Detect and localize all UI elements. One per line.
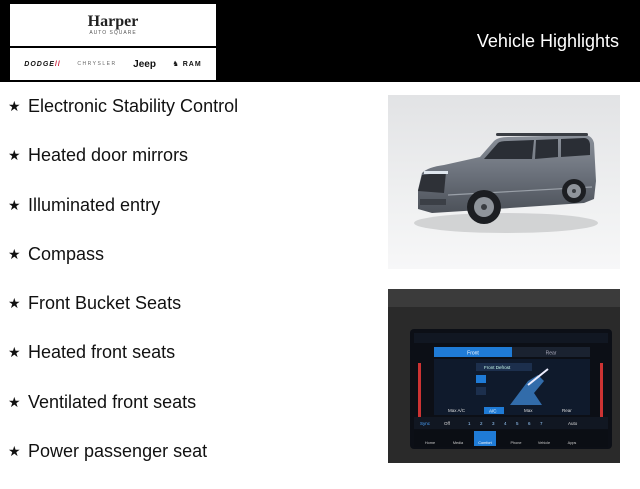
fan-level: 4 bbox=[504, 421, 507, 426]
front-defrost-label: Front Defrost bbox=[484, 365, 511, 370]
nav-phone: Phone bbox=[510, 441, 522, 445]
nav-media: Media bbox=[452, 441, 464, 445]
feature-label: Heated door mirrors bbox=[28, 145, 189, 166]
star-icon: ★ bbox=[8, 344, 21, 361]
feature-item bbox=[8, 243, 238, 292]
max-label: Max bbox=[524, 408, 533, 413]
feature-item bbox=[8, 194, 238, 243]
star-icon: ★ bbox=[8, 295, 21, 312]
dealer-name: Harper bbox=[87, 13, 139, 30]
fan-level: 1 bbox=[468, 421, 471, 426]
ac-label: A/C bbox=[489, 408, 497, 414]
star-icon: ★ bbox=[8, 147, 21, 164]
sync-label: Sync bbox=[420, 421, 431, 426]
jeep-logo: Jeep bbox=[133, 58, 156, 70]
feature-item bbox=[8, 440, 238, 489]
feature-label: Heated front seats bbox=[28, 342, 176, 363]
fan-level: 6 bbox=[528, 421, 531, 426]
feature-item bbox=[8, 144, 238, 193]
fan-level: 2 bbox=[480, 421, 483, 426]
infotainment-screen-photo[interactable] bbox=[388, 289, 620, 463]
star-icon: ★ bbox=[8, 98, 21, 114]
off-label: Off bbox=[444, 421, 450, 426]
feature-item bbox=[8, 391, 238, 440]
dashboard-screen-illustration bbox=[388, 289, 620, 463]
tab-rear: Rear bbox=[545, 350, 557, 357]
feature-item bbox=[8, 341, 238, 390]
nav-comfort: Comfort bbox=[478, 441, 492, 445]
star-icon: ★ bbox=[8, 196, 21, 213]
auto-label: Auto bbox=[568, 421, 578, 426]
dealer-subtitle: AUTO SQUARE bbox=[89, 30, 137, 36]
feature-label: Ventilated front seats bbox=[28, 391, 197, 412]
star-icon: ★ bbox=[8, 443, 21, 460]
feature-label: Power passenger seat bbox=[28, 441, 208, 462]
tab-front: Front bbox=[467, 350, 479, 357]
nav-home: Home bbox=[424, 441, 436, 445]
nav-vehicle: Vehicle bbox=[537, 441, 551, 445]
rear-label: Rear bbox=[562, 408, 572, 413]
fan-level: 7 bbox=[540, 421, 543, 426]
feature-item bbox=[8, 95, 238, 144]
suv-illustration bbox=[388, 95, 620, 269]
feature-label: Front Bucket Seats bbox=[28, 293, 182, 314]
logo-divider bbox=[10, 46, 216, 48]
header-bar bbox=[0, 0, 640, 82]
vehicle-exterior-photo[interactable] bbox=[388, 95, 620, 269]
feature-label: Electronic Stability Control bbox=[28, 96, 239, 116]
feature-label: Compass bbox=[28, 243, 105, 264]
dodge-logo: DODGE// bbox=[24, 60, 61, 68]
star-icon: ★ bbox=[8, 245, 21, 262]
dealer-logo[interactable] bbox=[10, 4, 216, 80]
page-title: Vehicle Highlights bbox=[476, 31, 619, 51]
feature-list bbox=[8, 95, 238, 489]
star-icon: ★ bbox=[8, 393, 21, 410]
fan-level: 5 bbox=[516, 421, 519, 426]
ram-logo: ♞ RAM bbox=[172, 61, 202, 68]
chrysler-logo: CHRYSLER bbox=[77, 61, 117, 67]
max-ac-label: Max A/C bbox=[448, 408, 466, 413]
fan-level: 3 bbox=[492, 421, 495, 426]
feature-label: Illuminated entry bbox=[28, 194, 161, 215]
brand-logos bbox=[10, 50, 216, 78]
nav-apps: Apps bbox=[567, 441, 577, 445]
feature-item bbox=[8, 292, 238, 341]
